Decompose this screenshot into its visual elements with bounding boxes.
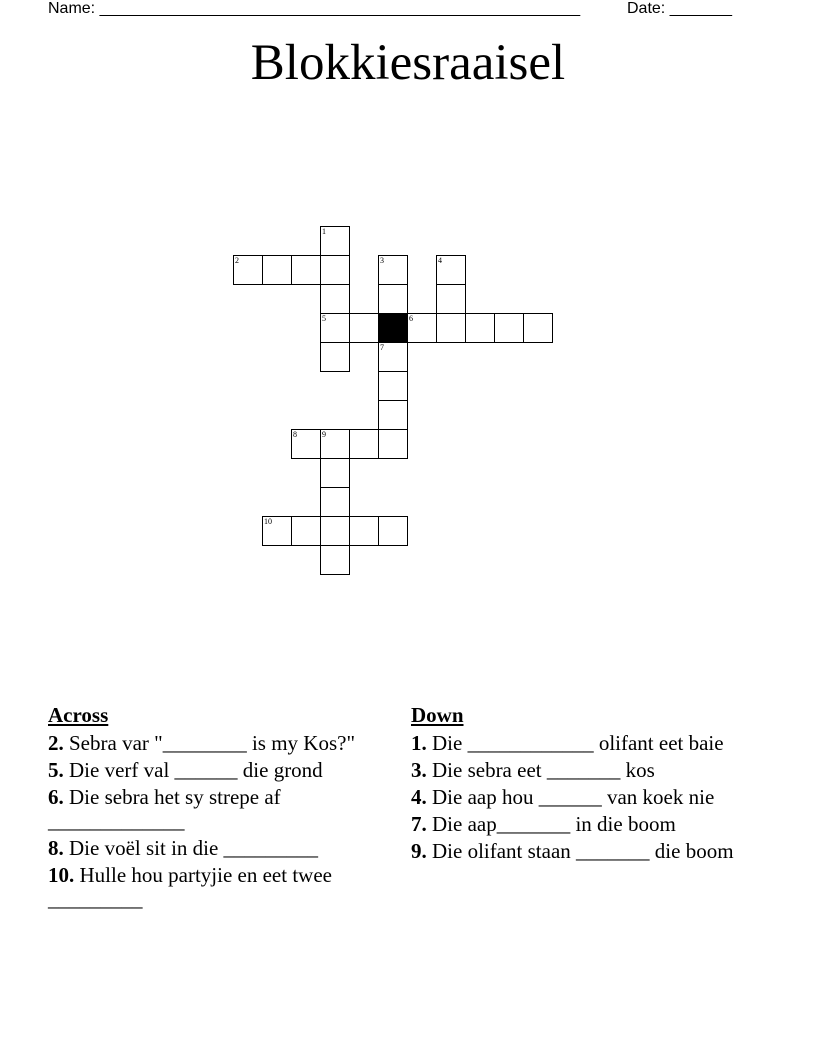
grid-cell[interactable] xyxy=(349,516,379,546)
grid-cell[interactable] xyxy=(320,545,350,575)
cell-number: 6 xyxy=(409,314,413,323)
grid-cell[interactable] xyxy=(436,255,466,285)
grid-cell[interactable] xyxy=(378,429,408,459)
grid-cell[interactable] xyxy=(320,429,350,459)
cell-number: 4 xyxy=(438,256,442,265)
grid-cell[interactable] xyxy=(465,313,495,343)
clue-text: Die aap_______ in die boom xyxy=(432,812,676,836)
cell-number: 10 xyxy=(264,517,272,526)
grid-cell[interactable] xyxy=(320,342,350,372)
clue-item xyxy=(48,785,393,833)
grid-cell[interactable] xyxy=(320,516,350,546)
grid-cell[interactable] xyxy=(436,313,466,343)
clue-number: 8. xyxy=(48,836,64,860)
clue-text: Hulle hou partyjie en eet twee _________ xyxy=(48,863,332,911)
grid-cell[interactable] xyxy=(320,255,350,285)
clue-number: 10. xyxy=(48,863,75,887)
grid-cell[interactable] xyxy=(436,284,466,314)
clue-item xyxy=(48,863,393,911)
cell-number: 8 xyxy=(293,430,297,439)
clue-text: Die ____________ olifant eet baie xyxy=(432,731,724,755)
grid-cell[interactable] xyxy=(262,255,292,285)
grid-cell[interactable] xyxy=(349,429,379,459)
clue-item xyxy=(411,785,756,809)
grid-cell[interactable] xyxy=(378,284,408,314)
clue-number: 3. xyxy=(411,758,427,782)
clue-text: Die aap hou ______ van koek nie xyxy=(432,785,715,809)
across-clue-list xyxy=(48,731,393,911)
grid-cell[interactable] xyxy=(320,458,350,488)
grid-cell[interactable] xyxy=(523,313,553,343)
cell-number: 5 xyxy=(322,314,326,323)
cell-number: 9 xyxy=(322,430,326,439)
grid-cell[interactable] xyxy=(291,255,321,285)
clue-number: 9. xyxy=(411,839,427,863)
clue-text: Die verf val ______ die grond xyxy=(69,758,323,782)
across-heading: Across xyxy=(48,703,109,727)
across-clues xyxy=(48,703,393,914)
grid-cell[interactable] xyxy=(407,313,437,343)
grid-cell[interactable] xyxy=(233,255,263,285)
clue-number: 4. xyxy=(411,785,427,809)
grid-cell[interactable] xyxy=(378,342,408,372)
grid-cell[interactable] xyxy=(291,429,321,459)
clue-text: Sebra var "________ is my Kos?" xyxy=(69,731,356,755)
down-heading: Down xyxy=(411,703,464,727)
cell-number: 3 xyxy=(380,256,384,265)
grid-block-cell xyxy=(378,313,408,343)
clue-item xyxy=(411,839,756,863)
grid-cell[interactable] xyxy=(349,313,379,343)
grid-cell[interactable] xyxy=(378,400,408,430)
clue-text: Die sebra eet _______ kos xyxy=(432,758,655,782)
clue-item xyxy=(48,731,393,755)
cell-number: 2 xyxy=(235,256,239,265)
grid-cell[interactable] xyxy=(320,284,350,314)
grid-cell[interactable] xyxy=(378,371,408,401)
clue-text: Die olifant staan _______ die boom xyxy=(432,839,734,863)
clue-number: 1. xyxy=(411,731,427,755)
cell-number: 1 xyxy=(322,227,326,236)
clue-number: 6. xyxy=(48,785,64,809)
name-field-label: Name: ______________________________________________________ xyxy=(48,0,581,17)
clue-text: Die voël sit in die _________ xyxy=(69,836,319,860)
grid-cell[interactable] xyxy=(262,516,292,546)
grid-cell[interactable] xyxy=(378,516,408,546)
clue-item xyxy=(48,758,393,782)
clue-number: 7. xyxy=(411,812,427,836)
grid-cell[interactable] xyxy=(494,313,524,343)
date-field-label: Date: _______ xyxy=(627,0,732,17)
clue-item xyxy=(411,758,756,782)
grid-cell[interactable] xyxy=(320,487,350,517)
clue-number: 2. xyxy=(48,731,64,755)
cell-number: 7 xyxy=(380,343,384,352)
clue-item xyxy=(411,812,756,836)
clue-text: Die sebra het sy strepe af _____________ xyxy=(48,785,281,833)
grid-cell[interactable] xyxy=(320,226,350,256)
grid-cell[interactable] xyxy=(320,313,350,343)
down-clue-list xyxy=(411,731,756,863)
grid-cell[interactable] xyxy=(378,255,408,285)
clue-item xyxy=(411,731,756,755)
down-clues xyxy=(411,703,756,866)
clue-item xyxy=(48,836,393,860)
clue-number: 5. xyxy=(48,758,64,782)
page-title: Blokkiesraaisel xyxy=(250,35,566,91)
grid-cell[interactable] xyxy=(291,516,321,546)
